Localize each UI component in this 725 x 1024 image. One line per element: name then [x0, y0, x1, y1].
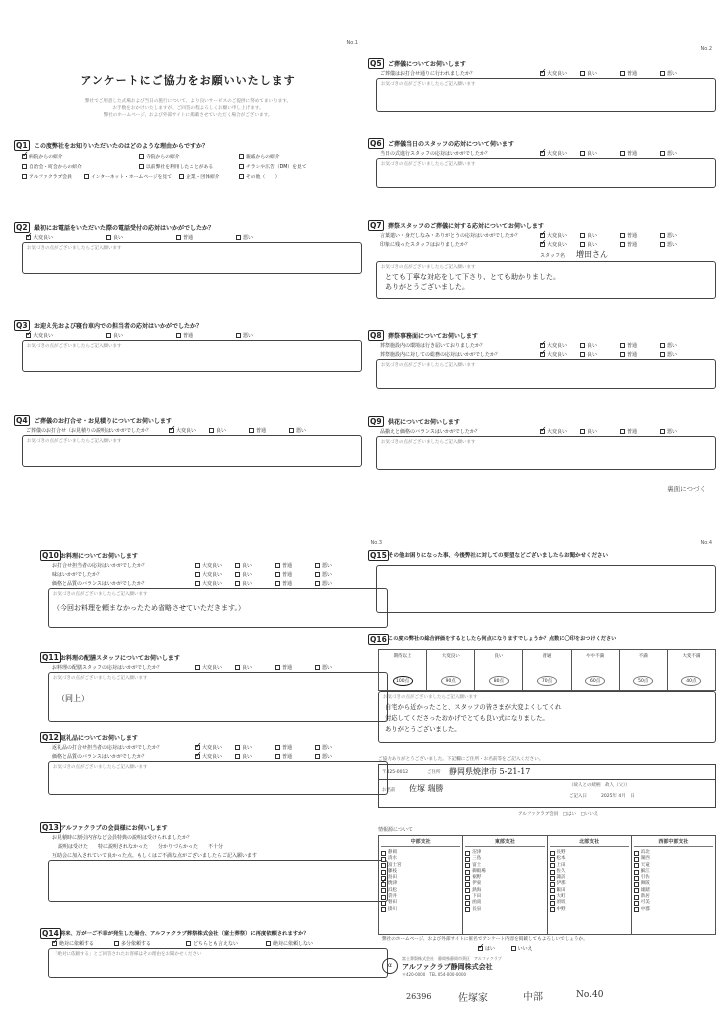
staff-name-label: スタッフ名 — [540, 253, 566, 259]
question-14: Q14 将来、万が一ご不幸が発生した場合、アルファクラブ葬祭株式会社（富士葬祭）に再度依頼されますか？ ✓ 絶対に依頼する 多分依頼する どちらとも言えない 絶対に依頼しない 「絶対に依頼する」とご回答されたお客様はその理由をお聞かせください — [40, 928, 388, 978]
checkbox[interactable] — [235, 572, 240, 577]
checkbox[interactable] — [620, 71, 625, 76]
question-number: Q4 — [16, 416, 28, 425]
checkbox[interactable] — [580, 233, 585, 238]
comment-box[interactable]: お気づきの点がございましたらご記入願います 自宅から近かったこと、スタッフの皆さまが大変よくしてくれ 対応してくださったおかげでとても良い式になりました。 ありがとうございました。 — [378, 691, 716, 743]
member-line: アルファクラブ会員 □はい □いいえ — [518, 812, 599, 817]
comment-box[interactable]: お気づきの点がございましたらご記入願います — [48, 761, 388, 795]
checkbox[interactable] — [620, 233, 625, 238]
page-number: No.2 — [700, 46, 712, 52]
sources-title: 情報源について — [378, 827, 413, 833]
sources-table — [378, 835, 716, 935]
address-notice: ご協力ありがとうございました。下記欄にご住所・お名前等をご記入ください。 — [378, 757, 544, 762]
checkbox[interactable] — [22, 174, 27, 179]
question-6: Q6 ご葬儀当日のスタッフの応対について伺います 当日の式進行スタッフの応対はいかがでしたか？ ✓ 大変良い 良い 普通 悪い お気づきの点がございましたらご記入願います — [368, 138, 716, 188]
postal-code: 〒425-0012 — [382, 770, 409, 775]
company-line2: 〒420-0000 TEL 054-000-0000 — [402, 972, 467, 977]
checkbox[interactable] — [195, 754, 200, 759]
checkbox[interactable] — [315, 581, 320, 586]
checkbox[interactable] — [540, 71, 545, 76]
checkbox[interactable] — [195, 572, 200, 577]
question-3: Q3 お迎え先および寝台車内での担当者の応対はいかがでしたか？ ✓ 大変良い 良い 普通 悪い お気づきの点がございましたらご記入願います — [14, 320, 362, 372]
checkbox[interactable] — [289, 428, 294, 433]
name-label: お名前 — [382, 788, 396, 793]
address-section — [368, 756, 716, 817]
question-number: Q3 — [16, 321, 28, 330]
checkbox[interactable] — [114, 941, 119, 946]
checkbox[interactable] — [106, 333, 111, 338]
sources-column: 中部支社 静岡 清水 富士宮 藤枝 島田 ✓ 焼津 浜松 袋井 磐田 掛川 — [379, 836, 463, 934]
checkbox[interactable] — [84, 174, 89, 179]
checkbox[interactable] — [275, 754, 280, 759]
question-number: Q16 — [370, 635, 387, 644]
checkbox[interactable] — [620, 151, 625, 156]
name-value[interactable]: 佐塚 瑞勝 — [409, 784, 444, 793]
comment-box[interactable]: お気づきの点がございましたらご記入願います — [376, 78, 716, 112]
question-title: 最初にお電話をいただいた際の電話受付の応対はいかがでしたか？ — [34, 225, 215, 232]
survey-page-3 — [40, 536, 388, 1004]
checkbox[interactable] — [620, 352, 625, 357]
question-number: Q5 — [370, 59, 382, 68]
comment-box[interactable]: お気づきの点がございましたらご記入願います （今回お料理を頼まなかったため省略させていただきます。） — [48, 588, 388, 628]
question-title: ご葬儀当日のスタッフの応対について伺います — [388, 141, 514, 148]
question-title: お料理についてお伺いします — [60, 553, 138, 560]
checkbox[interactable] — [540, 242, 545, 247]
publish-consent: 弊社のホームページ、および外部サイトに匿名でアンケート内容を掲載してもよろしいでしょうか。 ✓ はい いいえ — [368, 936, 716, 954]
checkbox[interactable] — [139, 164, 144, 169]
question-number: Q1 — [16, 141, 28, 150]
checkbox[interactable] — [139, 154, 144, 159]
comment-box[interactable]: お気づきの点がございましたらご記入願います — [22, 242, 362, 274]
question-number: Q7 — [370, 221, 382, 230]
question-number: Q10 — [42, 551, 59, 560]
question-12: Q12 返礼品についてお伺いします 返礼品の打合せ担当者の応対はいかがでしたか？ ✓ 大変良い 良い 普通 悪い 価格と品質のバランスはいかがでしたか？ ✓ 大変良い 良い 普通 悪い お気づきの点がございましたらご記入願います — [40, 732, 388, 795]
checkbox[interactable] — [209, 428, 214, 433]
question-title: アルファクラブの会員様にお伺いします — [60, 825, 168, 832]
footer-code: 26396 — [406, 992, 432, 1001]
comment-box[interactable]: お気づきの点がございましたらご記入願います — [22, 435, 362, 467]
comment-box[interactable]: お気づきの点がございましたらご記入願います （同上） — [48, 672, 388, 722]
relation-value: （故人との続柄 故人（父）） — [569, 783, 630, 788]
sources-column: 北部支社 長野 松本 上田 佐久 諏訪 伊那 飯田 大町 須坂 中野 — [548, 836, 632, 934]
checkbox[interactable] — [176, 333, 181, 338]
publish-yes-checkbox[interactable] — [478, 946, 483, 951]
question-title: 将来、万が一ご不幸が発生した場合、アルファクラブ葬祭株式会社（富士葬祭）に再度依頼されますか？ — [60, 931, 309, 937]
checkbox[interactable] — [186, 941, 191, 946]
sources-column: 東部支社 沼津 三島 富士 御殿場 裾野 伊東 熱海 下田 函南 長泉 — [463, 836, 547, 934]
checkbox[interactable] — [26, 235, 31, 240]
question-13: Q13 アルファクラブの会員様にお伺いします お見積時に割引内容など会員特典の説明は受けられましたか？ 説明は受けた 特に説明されなかった 分かりづらかった 不十分 互助会に加入されていて良かった点、もしくはご不満な点がございましたらご記入願います — [40, 822, 388, 902]
checkbox[interactable] — [22, 154, 27, 159]
question-number: Q8 — [370, 331, 382, 340]
checkbox[interactable] — [580, 352, 585, 357]
question-16 — [368, 634, 716, 743]
survey-title: アンケートにご協力をお願いいたします — [80, 74, 296, 87]
checkbox[interactable] — [660, 343, 665, 348]
publish-no-checkbox[interactable] — [511, 946, 516, 951]
checkbox[interactable] — [660, 233, 665, 238]
comment-box[interactable] — [48, 860, 388, 902]
question-number: Q2 — [16, 223, 28, 232]
checkbox[interactable] — [275, 745, 280, 750]
survey-page-1 — [14, 40, 362, 490]
survey-page-4 — [368, 536, 716, 1012]
question-title: 葬祭事務面についてお伺いします — [388, 333, 478, 340]
checkbox[interactable] — [275, 581, 280, 586]
address-value[interactable]: 静岡県焼津市 5-21-17 — [449, 767, 531, 776]
company-logo: α — [382, 958, 398, 974]
checkbox[interactable] — [235, 754, 240, 759]
checkbox[interactable] — [235, 581, 240, 586]
checkbox[interactable] — [660, 71, 665, 76]
page-number: No.3 — [370, 540, 382, 546]
question-number: Q12 — [42, 733, 59, 742]
checkbox[interactable] — [179, 174, 184, 179]
footer-number: No.40 — [576, 990, 604, 1000]
checkbox[interactable] — [235, 745, 240, 750]
checkbox[interactable] — [620, 429, 625, 434]
checkbox[interactable] — [106, 235, 111, 240]
checkbox[interactable] — [176, 235, 181, 240]
checkbox[interactable] — [580, 151, 585, 156]
question-9: Q9 供花についてお伺いします 品揃えと価格のバランスはいかがでしたか？ ✓ 大変良い 良い 普通 悪い お気づきの点がございましたらご記入願います 裏面につづく — [368, 416, 716, 470]
footer-branch: 中部 — [523, 992, 543, 1003]
checkbox[interactable] — [275, 563, 280, 568]
sources-column: 西部中部支社 浜北 湖西 天竜 細江 引佐 舞阪 雄踏 新居 可美 中郡 — [632, 836, 715, 934]
page-number: No.1 — [346, 40, 358, 46]
checkbox[interactable] — [315, 745, 320, 750]
question-7: Q7 葬祭スタッフのご葬儀に対する応対についてお伺いします 言葉遣い・身だしなみ・ありがとうの応対はいかがでしたか？ ✓ 大変良い 良い 普通 悪い 印象に残ったスタッフはおりましたか？ ✓ 大変良い 良い 普通 悪い スタッフ名 増田さん お気づきの点がございましたらご記入願います とても丁寧な対応をして下さり、とても助かりました。 ありがとうございました。 — [368, 220, 716, 299]
page-number: No.4 — [700, 540, 712, 546]
comment-box[interactable]: お気づきの点がございましたらご記入願います とても丁寧な対応をして下さり、とても助かりました。 ありがとうございました。 — [376, 261, 716, 299]
question-1 — [14, 140, 362, 185]
rating-option[interactable]: 良い 80点 — [475, 650, 523, 690]
question-title: ご葬儀のお打合せ・お見積りについてお伺いします — [34, 418, 172, 425]
checkbox[interactable] — [275, 665, 280, 670]
checkbox[interactable] — [169, 428, 174, 433]
checkbox[interactable] — [236, 333, 241, 338]
footer-family: 佐塚家 — [458, 993, 488, 1004]
checkbox[interactable] — [315, 754, 320, 759]
question-title: この度弊社をお知りいただいたのはどのような理由からですか？ — [34, 143, 208, 150]
rating-option[interactable]: 普通 70点 — [523, 650, 571, 690]
checkbox[interactable] — [580, 242, 585, 247]
question-title: 供花についてお伺いします — [388, 419, 460, 426]
checkbox[interactable] — [620, 343, 625, 348]
question-title: この度の弊社の総合評価をするとしたら何点になりますでしょうか？点数に〇印をおつけください — [388, 636, 617, 642]
question-number: Q14 — [42, 929, 59, 938]
sources-section — [368, 826, 716, 935]
company-block — [368, 956, 716, 982]
checkbox[interactable] — [235, 665, 240, 670]
checkbox[interactable] — [249, 428, 254, 433]
comment-box[interactable]: お気づきの点がございましたらご記入願います — [376, 359, 716, 389]
comment-box[interactable]: お気づきの点がございましたらご記入願います — [376, 436, 716, 470]
checkbox[interactable] — [315, 572, 320, 577]
checkbox[interactable] — [315, 665, 320, 670]
question-title: 葬祭スタッフのご葬儀に対する応対についてお伺いします — [388, 223, 544, 230]
survey-page-2 — [368, 40, 716, 500]
company-name: アルファクラブ静岡株式会社 — [402, 963, 493, 971]
checkbox[interactable] — [620, 242, 625, 247]
address-label: ご住所 — [427, 770, 441, 775]
question-number: Q15 — [370, 551, 387, 560]
comment-box[interactable]: 「絶対に依頼する」とご回答されたお客様はその理由をお聞かせください — [48, 948, 388, 978]
question-8: Q8 葬祭事務面についてお伺いします 葬祭施設内の環境は行き届いておりましたか？ ✓ 大変良い 良い 普通 悪い 葬祭施設内に対しての総務の応対はいかがでしたか？ ✓ 大変良い 良い 普通 悪い お気づきの点がございましたらご記入願います — [368, 330, 716, 389]
address-form — [378, 764, 716, 808]
question-number: Q9 — [370, 417, 382, 426]
staff-name-value: 増田さん — [576, 250, 608, 259]
question-title: お迎え先および寝台車内での担当者の応対はいかがでしたか？ — [34, 323, 203, 330]
rating-scale — [378, 649, 716, 691]
question-number: Q13 — [42, 823, 59, 832]
checkbox[interactable] — [540, 352, 545, 357]
checkbox[interactable] — [580, 429, 585, 434]
checkbox[interactable] — [660, 429, 665, 434]
rating-option[interactable]: やや不満 60点 — [572, 650, 620, 690]
checkbox[interactable] — [660, 352, 665, 357]
question-4: Q4 ご葬儀のお打合せ・お見積りについてお伺いします ご葬儀のお打合せ（お見積りの説明はいかがでしたか？ ✓ 大変良い 良い 普通 悪い お気づきの点がございましたらご記入願います — [14, 415, 362, 467]
checkbox[interactable] — [580, 71, 585, 76]
question-number: Q11 — [42, 653, 59, 662]
survey-intro: 弊社でご用意した式場および当日の施行について、より良いサービスのご提供に努めてまいります。 お手数をおかけいたしますが、ご回答の程よろしくお願い申し上げます。 弊社のホームページ、および外部サイトに掲載させていただく場合がございます。 — [84, 99, 292, 118]
rating-option[interactable]: 期待以上 100点 — [379, 650, 427, 690]
checkbox[interactable] — [580, 343, 585, 348]
checkbox[interactable] — [315, 563, 320, 568]
checkbox[interactable] — [239, 174, 244, 179]
question-15 — [368, 550, 716, 613]
checkbox[interactable] — [52, 941, 57, 946]
question-11: Q11 お料理の配膳スタッフについてお伺いします お料理の配膳スタッフの応対はいかがでしたか？ 大変良い 良い 普通 悪い お気づきの点がございましたらご記入願います （同上） — [40, 652, 388, 722]
comment-box[interactable]: お気づきの点がございましたらご記入願います — [22, 340, 362, 372]
checkbox[interactable] — [26, 333, 31, 338]
checkbox[interactable] — [195, 563, 200, 568]
rating-option[interactable]: 大変不満 40点 — [682, 654, 701, 684]
checkbox[interactable] — [275, 572, 280, 577]
question-2: Q2 最初にお電話をいただいた際の電話受付の応対はいかがでしたか？ ✓ 大変良い 良い 普通 悪い お気づきの点がございましたらご記入願います — [14, 222, 362, 274]
checkbox[interactable] — [195, 581, 200, 586]
checkbox[interactable] — [239, 164, 244, 169]
checkbox[interactable] — [236, 235, 241, 240]
checkbox[interactable] — [540, 429, 545, 434]
referral-options: ✓ 病院からの紹介 寺院からの紹介 親戚からの紹介 自治会・町会からの紹介 以前弊社を利用したことがある チラシや広告（DM）を見て アルファクラブ会員 インターネット・ホームページを見て 企業・団体紹介 その他（ ） — [14, 151, 362, 185]
rating-option[interactable]: 不満 50点 — [620, 650, 668, 690]
checkbox[interactable] — [660, 151, 665, 156]
checkbox[interactable] — [239, 154, 244, 159]
rating-option[interactable]: 大変良い 90点 — [427, 650, 475, 690]
publish-question: 弊社のホームページ、および外部サイトに匿名でアンケート内容を掲載してもよろしいでしょうか。 — [382, 937, 588, 942]
comment-box[interactable] — [376, 565, 716, 613]
question-10: Q10 お料理についてお伺いします お打合せ担当者の応対はいかがでしたか？ 大変良い 良い 普通 悪い 味はいかがでしたか？ 大変良い 良い 普通 悪い 価格と品質のバランスはいかがでしたか？ 大変良い 良い 普通 悪い お気づきの点がございましたらご記入願います （今回お料理を頼まなかったため省略させていただきます。） — [40, 550, 388, 628]
checkbox[interactable] — [22, 164, 27, 169]
question-title: お料理の配膳スタッフについてお伺いします — [60, 655, 180, 662]
checkbox[interactable] — [195, 665, 200, 670]
question-title: ご葬儀についてお伺いします — [388, 61, 466, 68]
company-line1: 富士葬祭株式会社 静岡県静岡市葵区 アルファクラブ — [402, 956, 502, 961]
question-5: Q5 ご葬儀についてお伺いします ご葬儀はお打合せ通りに行われましたか？ ✓ 大変良い 良い 普通 悪い お気づきの点がございましたらご記入願います — [368, 58, 716, 112]
question-number: Q6 — [370, 139, 382, 148]
checkbox[interactable] — [266, 941, 271, 946]
question-title: 返礼品についてお伺いします — [60, 735, 138, 742]
date-label: ご記入日 — [569, 794, 587, 799]
checkbox[interactable] — [540, 151, 545, 156]
comment-box[interactable]: お気づきの点がございましたらご記入願います — [376, 158, 716, 188]
date-value[interactable]: 2025年 4月 日 — [601, 794, 635, 799]
continue-note: 裏面につづく — [667, 485, 706, 493]
checkbox[interactable] — [235, 563, 240, 568]
question-title: その他お困りになった事、今後弊社に対しての要望などございましたらお聞かせください — [388, 553, 609, 559]
checkbox[interactable] — [660, 242, 665, 247]
